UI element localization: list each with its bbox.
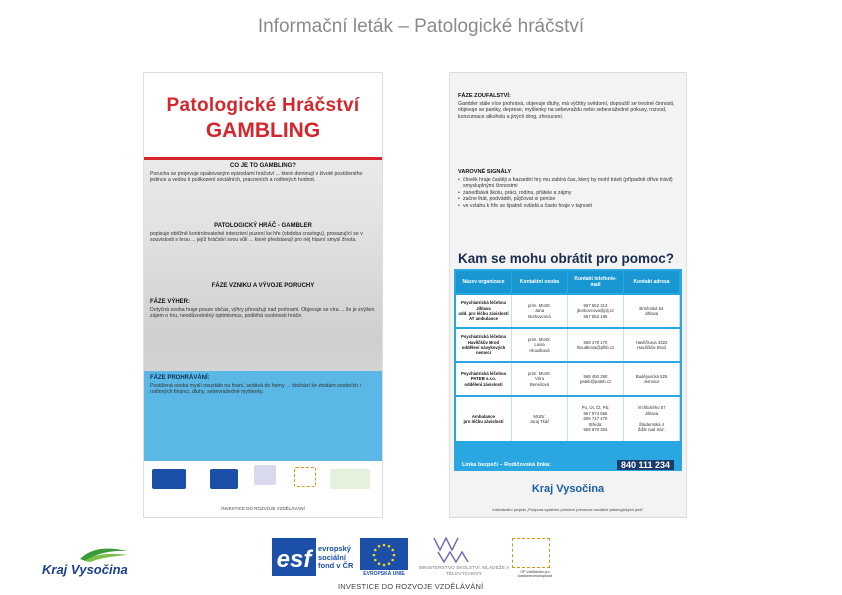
table-cell: Vrchlického 57 Jihlava Štúdentská 4 Žďár nad Sáz. bbox=[624, 397, 680, 441]
leaflet-right bbox=[449, 72, 687, 518]
investice-text: INVESTICE DO ROZVOJE VZDĚLÁVÁNÍ bbox=[338, 582, 484, 591]
column-header: Kontakt telefon/e-mail bbox=[568, 271, 624, 293]
table-cell: 567 552 313 jborkovcova@plj.cz 567 552 185 bbox=[568, 295, 624, 327]
kraj-vysocina-logo-right: Kraj Vysočina bbox=[531, 483, 605, 495]
warning-item: • začne lhát, podvádět, půjčovat si peníze bbox=[458, 196, 678, 203]
table-cell: 568 450 290 pateb@pateb.cz bbox=[568, 363, 624, 395]
msmt-logo-icon bbox=[432, 536, 472, 564]
table-row bbox=[456, 295, 680, 327]
eu-text: EVROPSKÁ UNIE bbox=[363, 571, 405, 577]
table-cell: Psychiatrická léčebna PATEB s.r.o. oddělení závislostí bbox=[456, 363, 512, 395]
warning-item: • ve vztahu k hře se špatně ovládá a často hraje v tajnosti bbox=[458, 203, 678, 210]
section-text: Dotyčná osoba hraje pouze občas, výhry převažují nad prohrami. Objevuje se víra ... že je zvýšen zájem o hru, neodůvodněný optimismus, podléhá osobnosti hráče. bbox=[150, 306, 375, 320]
blue-box-losing bbox=[144, 371, 382, 463]
msmt-text: MINISTERSTVO ŠKOLSTVÍ, MLÁDEŽE A TĚLOVÝCHOVY bbox=[418, 566, 510, 577]
section-gambler bbox=[150, 223, 376, 244]
section-losing-phase bbox=[150, 375, 376, 396]
table-cell: Po, Út, Čt, Pá: 567 574 555 606 717 470 Středa: 566 670 304 bbox=[568, 397, 624, 441]
red-divider bbox=[144, 157, 382, 160]
section-text: Gambler stále více prohrává, objevuje dluhy, má výčitky svědomí, dopouští se trestné činnosti, objevuje se paniky, deprese, myšlenky na sebevraždu nebo sebevražedné pokusy, rozvod, konzumace alkoholu a jiných drog, zhroucení. bbox=[458, 100, 675, 120]
kraj-swoosh-icon bbox=[78, 545, 130, 563]
warning-item: • člověk hraje častěji a hazardní hry mu zabírá čas, který by mohl trávit (případně dříve trávil) smysluplnými činnostmi bbox=[458, 177, 678, 190]
leaflet-title-line1: Patologické Hráčství bbox=[166, 95, 360, 116]
column-header: Název organizace bbox=[456, 271, 512, 293]
table-cell: prim. MUDr. Jana Borkovcová bbox=[512, 295, 568, 327]
section-phases bbox=[150, 283, 376, 291]
table-cell: MUDr. Juraj Tkáč bbox=[512, 397, 568, 441]
hotline-bar bbox=[454, 459, 682, 471]
table-cell: Psychiatrická léčebna Jihlava odd. pro léčbu závislostí AT ambulance bbox=[456, 295, 512, 327]
table-row bbox=[456, 363, 680, 395]
op-text: OP Vzdělávání pro konkurenceschopnost bbox=[517, 570, 553, 579]
leaflet-hero bbox=[144, 73, 382, 157]
table-cell: Psychiatrická léčebna Havlíčkův Brod oddělení návykových nemocí bbox=[456, 329, 512, 361]
section-winning-phase bbox=[150, 299, 376, 320]
hotline-number: 840 111 234 bbox=[617, 460, 674, 470]
kraj-logo-mini bbox=[330, 469, 370, 489]
op-logo-icon bbox=[512, 538, 550, 568]
table-cell: Havlíčkova 3322 Havlíčkův Brod bbox=[624, 329, 680, 361]
section-text: Postižená osoba myslí neustále na hraní, sedává do herny ... dochází ke ztrátám osobních i rodinných financí, dluhy, sebevražedné myšlenky. bbox=[150, 382, 361, 396]
section-text: Porucha se projevuje opakovaným epizodami hráčství ... které dominují v životě postiženého jedince a vedou k poškození sociálních, pracovních a rodinných hodnot. bbox=[150, 170, 363, 184]
op-logo-mini bbox=[294, 467, 316, 487]
kraj-vysocina-logo bbox=[42, 545, 132, 579]
help-title: Kam se mohu obrátit pro pomoc? bbox=[458, 251, 675, 266]
table-cell: prim. MUDr. Věra Benešová bbox=[512, 363, 568, 395]
investice-note: INVESTICE DO ROZVOJE VZDĚLÁVÁNÍ bbox=[221, 506, 305, 511]
section-heading: FÁZE VÝHER: bbox=[150, 299, 191, 305]
table-cell: Brněnská 54 Jihlava bbox=[624, 295, 680, 327]
section-heading: PATOLOGICKÝ HRÁČ - GAMBLER bbox=[214, 223, 312, 229]
section-heading: CO JE TO GAMBLING? bbox=[230, 163, 296, 169]
table-cell: Budějovická 525 Jemnice bbox=[624, 363, 680, 395]
table-cell: 569 478 170 hloudkova@plhb.cz bbox=[568, 329, 624, 361]
section-heading: VAROVNÉ SIGNÁLY bbox=[458, 169, 512, 175]
table-cell: prim. MUDr. Luisa Hloudková bbox=[512, 329, 568, 361]
esf-logo: esf bbox=[272, 538, 316, 576]
eu-flag-mini bbox=[210, 469, 238, 489]
table-header bbox=[456, 271, 680, 293]
esf-text: evropský sociální fond v ČR bbox=[318, 544, 354, 570]
section-text: popisuje obtížně kontrolovatelné intenzivní puzení ke hře (obdoba cravingu), prosazující se v souvislosti s hrou ... jejíž hráčství svou vůli ... které představují pro něj hlavní smysl života. bbox=[150, 230, 363, 244]
leaflet-title-line2: GAMBLING bbox=[205, 119, 321, 142]
kraj-logo-text: Kraj Vysočina bbox=[42, 562, 128, 577]
warning-item: • zanedbává školu, práci, rodinu, přátele a zájmy bbox=[458, 190, 678, 197]
msmt-logo-mini bbox=[254, 465, 276, 485]
hotline-label: Linka bezpečí – Rodičovská linka: bbox=[462, 462, 551, 468]
slide-title: Informační leták – Patologické hráčství bbox=[257, 16, 585, 37]
section-warning-signs bbox=[458, 169, 678, 210]
contacts-table bbox=[454, 269, 682, 469]
leaflet-left bbox=[143, 72, 383, 518]
table-row bbox=[456, 397, 680, 441]
section-heading: FÁZE ZOUFALSTVÍ: bbox=[458, 93, 511, 99]
esf-logo-mini bbox=[152, 469, 186, 489]
eu-flag-icon bbox=[360, 538, 408, 570]
column-header: Kontaktní osoba bbox=[512, 271, 568, 293]
section-despair-phase bbox=[458, 93, 678, 120]
section-what-is-gambling bbox=[150, 163, 376, 184]
section-heading: FÁZE VZNIKU A VÝVOJE PORUCHY bbox=[211, 283, 315, 289]
section-heading: FÁZE PROHRÁVÁNÍ: bbox=[150, 375, 210, 381]
leaflet-logos-strip bbox=[144, 461, 382, 517]
table-cell: Ambulance pro léčbu závislostí bbox=[456, 397, 512, 441]
table-row bbox=[456, 329, 680, 361]
project-footer: Individuální projekt „Podpora systému primární prevence sociálně patologických jevů“ bbox=[492, 507, 644, 512]
column-header: Kontakt adresa bbox=[624, 271, 680, 293]
